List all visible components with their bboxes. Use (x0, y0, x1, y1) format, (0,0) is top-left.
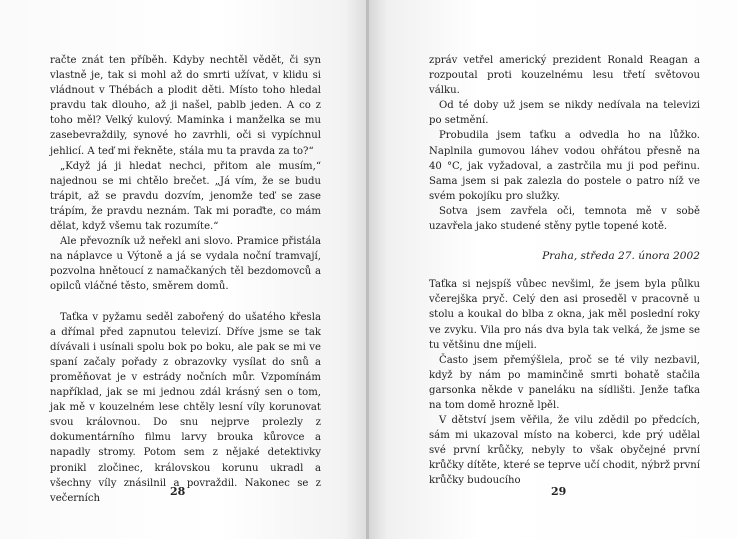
paragraph: račte znát ten příběh. Kdyby nechtěl vědět, či syn vlastně je, tak si mohl až do smrti užívat, v klidu si vládnout v Thébách a plodit děti. Místo toho hledal pravdu tak dlouho, až ji našel, pablb jeden. A co z toho měl? Velký kulový. Maminka i manželka se mu zasebevraždily, synové ho zavrhli, oči si vypíchnul jehlicí. A teď mi řekněte, stála mu ta pravda za to?“ (50, 55, 321, 157)
paragraph: „Když já ji hledat nechci, přitom ale musím,“ najednou se mi chtělo brečet. „Já vím, že se budu trápit, až se pravdu dozvím, jenomže teď se zase trápím, že pravdu neznám. Tak mi poraďte, co mám dělat, když všemu tak rozumíte.“ (50, 160, 321, 233)
page-number: 28 (170, 485, 186, 498)
right-page-text (429, 53, 700, 489)
left-page-text (50, 53, 321, 506)
right-page (369, 0, 737, 539)
paragraph: Často jsem přemýšlela, proč se té vily nezbavil, když by nám po maminčině smrti bohatě stačila garsonka někde v paneláku na sídlišti. Jenže taťka na tom domě hrozně lpěl. (429, 354, 700, 411)
paragraph: Sotva jsem zavřela oči, temnota mě v sobě uzavřela jako studené stěny pytle topené kotě. (429, 205, 700, 233)
chapter-date-heading: Praha, středa 27. února 2002 (542, 250, 700, 263)
paragraph: zpráv vetřel americký prezident Ronald Reagan a rozpoutal proti kouzelnému lesu třetí světovou válku. (429, 55, 700, 97)
paragraph: Od té doby už jsem se nikdy nedívala na televizi po setmění. (429, 100, 700, 127)
paragraph: Taťka v pyžamu seděl zabořený do ušatého křesla a dřímal před zapnutou televizí. Dříve jsme se tak dívávali i usínali spolu bok po boku, ale pak se mi ve spaní začaly pořady z obrazovky vysílat do snů a proměňovat je v estrády nočních můr. Vzpomínám například, jak se mi jednou zdál krásný sen o tom, jak mě v kouzelném lese chtěly lesní víly korunovat svou královnou. Do snu nejprve prolezly z dokumentárního filmu larvy brouka kůrovce a napadly stromy. Potom sem z nějaké detektivky pronikl zločinec, královskou korunu ukradl a všechny víly znásilnil a povraždil. Nakonec se z večerních (50, 311, 321, 504)
paragraph: V dětství jsem věřila, že vilu zdědil po předcích, sám mi ukazoval místo na koberci, kde prý udělal své první krůčky, nebyly to však obyčejné první krůčky dítěte, které se teprve učí chodit, nýbrž první krůčky budoucího (429, 415, 700, 487)
paragraph: Taťka si nejspíš vůbec nevšiml, že jsem byla půlku včerejška pryč. Celý den asi proseděl v pracovně u stolu a koukal do blba z okna, jak měl poslední roky ve zvyku. Vila pro nás dva byla tak velká, že jsme se tu většinu dne míjeli. (429, 279, 700, 351)
paragraph: Ale převozník už neřekl ani slovo. Pramice přistála na náplavce u Výtoně a já se vydala noční tramvají, pozvolna hnětoucí z namačkaných těl bezdomovců a opilců vláčné těsto, směrem domů. (50, 236, 321, 293)
page-number: 29 (551, 485, 567, 498)
paragraph: Probudila jsem taťku a odvedla ho na lůžko. Naplnila gumovou láhev vodou ohřátou přesně na 40 °C, jak vyžadoval, a zastrčila mu ji pod peřinu. Sama jsem si pak zalezla do postele o patro níž ve svém pokojíku pro služky. (429, 130, 700, 202)
left-page (0, 0, 367, 539)
